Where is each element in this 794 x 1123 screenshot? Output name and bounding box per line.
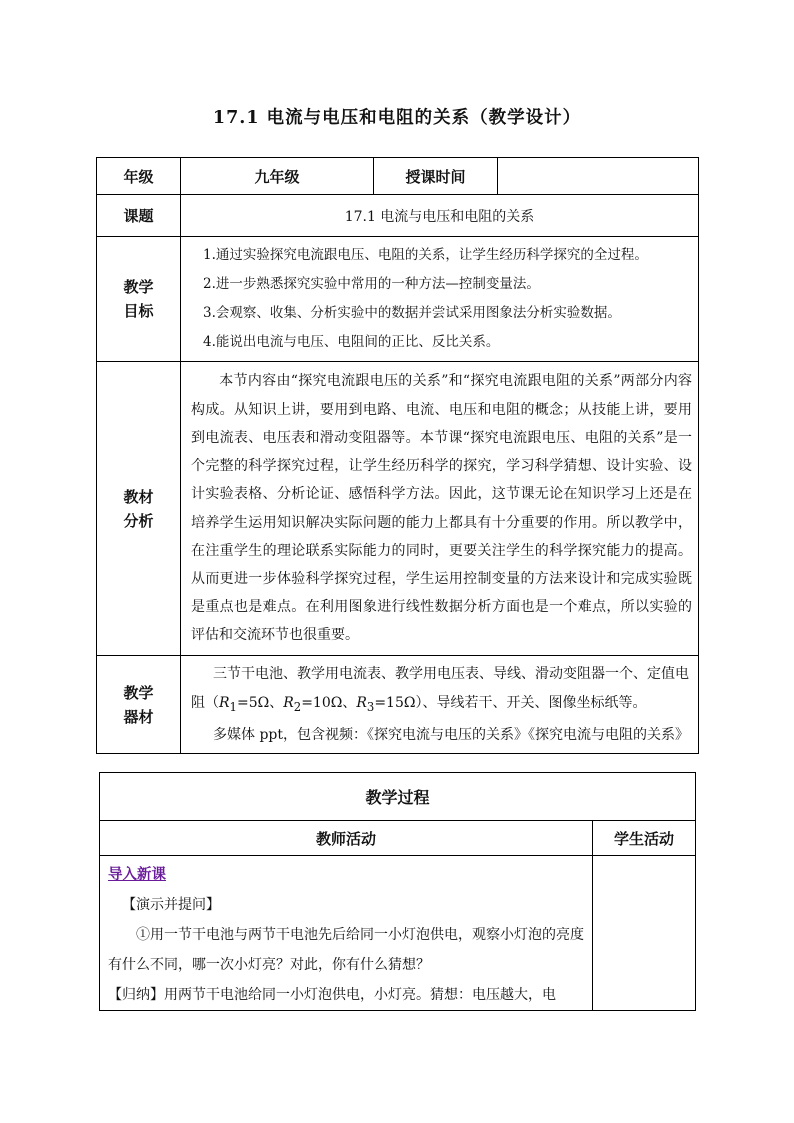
time-label: 授课时间 [374, 158, 498, 195]
student-activity-header: 学生活动 [593, 821, 696, 856]
topic-label: 课题 [97, 195, 181, 237]
equipment-text: 三节干电池、教学用电流表、教学用电压表、导线、滑动变阻器一个、定值电 阻（$R_1=5\Omega$、$R_2=10\Omega$、$R_3=15\Omega$）、导线若干、开关、图像坐标纸等。 多媒体 ppt，包含视频：《探究电流与电压的关系》《探究电流与电阻的关系》 [181, 656, 699, 754]
demo-label: 【演示并提问】 [122, 897, 220, 913]
lesson-info-table [96, 157, 699, 754]
teacher-activity-cell [100, 856, 593, 1011]
demo-question: ①用一节干电池与两节干电池先后给同一小灯泡供电，观察小灯泡的亮度 [136, 927, 584, 943]
goal-item: 4.能说出电流与电压、电阻间的正比、反比关系。 [203, 334, 500, 350]
equipment-label: 教学 器材 [97, 656, 181, 754]
goal-item: 3.会观察、收集、分析实验中的数据并尝试采用图象法分析实验数据。 [203, 305, 621, 321]
page-title: 17.1 电流与电压和电阻的关系（教学设计） [212, 108, 582, 128]
time-value [498, 158, 699, 195]
grade-label: 年级 [97, 158, 181, 195]
student-activity-cell [593, 856, 696, 1011]
teacher-activity-header: 教师活动 [100, 821, 593, 856]
goal-item: 1.通过实验探究电流跟电压、电阻的关系，让学生经历科学探究的全过程。 [203, 247, 648, 263]
teaching-process-table [99, 772, 696, 1011]
section-title-link[interactable]: 导入新课 [108, 866, 166, 883]
goals-label: 教学 目标 [97, 237, 181, 362]
process-header: 教学过程 [100, 773, 696, 821]
grade-value: 九年级 [181, 158, 374, 195]
analysis-text: 本节内容由“探究电流跟电压的关系”和“探究电流跟电阻的关系”两部分内容构成。从知识上讲，要用到电路、电流、电压和电阻的概念；从技能上讲，要用到电流表、电压表和滑动变阻器等。本节课“探究电流跟电压、电阻的关系”是一个完整的科学探究过程，让学生经历科学的探究，学习科学猜想、设计实验、设计实验表格、分析论证、感悟科学方法。因此，这节课无论在知识学习上还是在培养学生运用知识解决实际问题的能力上都具有十分重要的作用。所以教学中，在注重学生的理论联系实际能力的同时，更要关注学生的科学探究能力的提高。从而更进一步体验科学探究过程，学生运用控制变量的方法来设计和完成实验既是重点也是难点。在利用图象进行线性数据分析方面也是一个难点，所以实验的评估和交流环节也很重要。 [181, 362, 699, 656]
goal-item: 2.进一步熟悉探究实验中常用的一种方法—控制变量法。 [203, 276, 540, 292]
goals-list [181, 237, 699, 362]
demo-question-cont: 有什么不同，哪一次小灯亮？对此，你有什么猜想？ [108, 957, 430, 973]
topic-value: 17.1 电流与电压和电阻的关系 [181, 195, 699, 237]
summary-text: 【归纳】用两节干电池给同一小灯泡供电，小灯亮。猜想：电压越大，电 [108, 987, 556, 1003]
analysis-label: 教材 分析 [97, 362, 181, 656]
